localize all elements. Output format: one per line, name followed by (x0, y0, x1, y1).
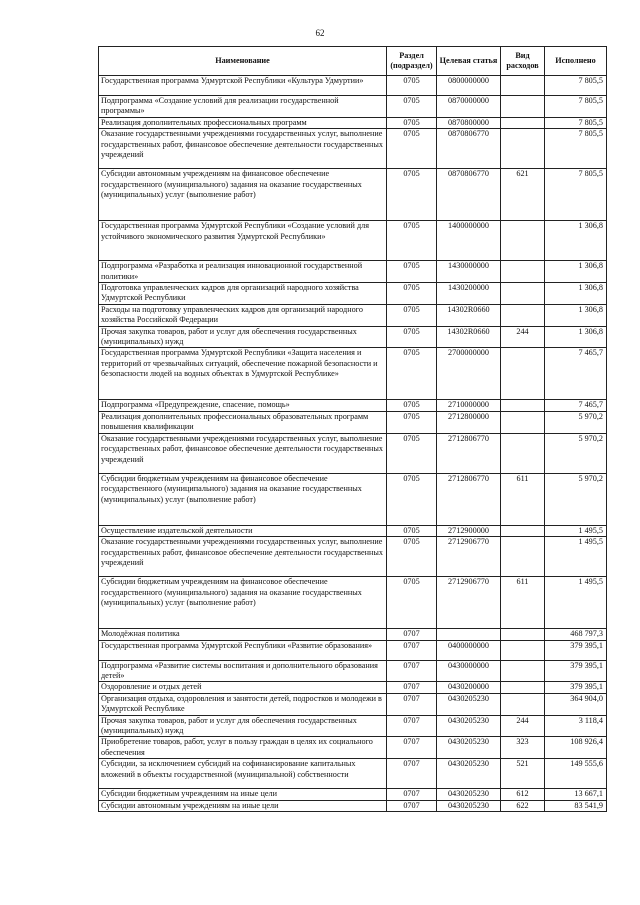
table-row (99, 693, 607, 715)
cell-name: Молодёжная политика (99, 629, 387, 640)
cell-kind: 244 (501, 715, 545, 737)
cell-target: 0430205230 (437, 737, 501, 759)
cell-target: 0430205230 (437, 715, 501, 737)
cell-done: 83 541,9 (545, 800, 607, 811)
cell-done: 379 395,1 (545, 682, 607, 693)
cell-name: Государственная программа Удмуртской Республики «Создание условий для устойчивого экономического развития Удмуртской Республики» (99, 221, 387, 261)
cell-name: Оздоровление и отдых детей (99, 682, 387, 693)
table-row (99, 682, 607, 693)
cell-name: Субсидии автономным учреждениям на финансовое обеспечение государственного (муниципального) задания на оказание государственных (муниципальных) услуг (выполнение работ) (99, 169, 387, 221)
cell-kind (501, 261, 545, 283)
cell-kind: 244 (501, 326, 545, 348)
cell-done: 7 465,7 (545, 400, 607, 411)
cell-target: 0430000000 (437, 660, 501, 682)
cell-section: 0705 (387, 283, 437, 305)
cell-kind: 611 (501, 577, 545, 629)
cell-kind (501, 348, 545, 400)
table-row (99, 261, 607, 283)
cell-target: 0870806770 (437, 129, 501, 169)
cell-done: 1 306,8 (545, 261, 607, 283)
cell-name: Государственная программа Удмуртской Республики «Развитие образования» (99, 640, 387, 660)
cell-target: 1430000000 (437, 261, 501, 283)
cell-section: 0705 (387, 117, 437, 128)
cell-target: 0430205230 (437, 693, 501, 715)
cell-done: 1 306,8 (545, 326, 607, 348)
cell-name: Субсидии, за исключением субсидий на софинансирование капитальных вложений в объекты государственной (муниципальной) собственности (99, 759, 387, 789)
cell-name: Оказание государственными учреждениями государственных услуг, выполнение государственных работ, финансовое обеспечение деятельности государственных учреждений (99, 537, 387, 577)
page-number: 62 (315, 28, 325, 38)
cell-kind (501, 640, 545, 660)
cell-done: 7 805,5 (545, 96, 607, 118)
cell-section: 0705 (387, 433, 437, 473)
cell-section: 0705 (387, 577, 437, 629)
table-row (99, 525, 607, 536)
cell-kind: 611 (501, 473, 545, 525)
cell-done: 5 970,2 (545, 473, 607, 525)
cell-section: 0705 (387, 96, 437, 118)
cell-target: 1400000000 (437, 221, 501, 261)
cell-name: Расходы на подготовку управленческих кадров для организаций народного хозяйства Российской Федерации (99, 304, 387, 326)
cell-done: 5 970,2 (545, 433, 607, 473)
cell-name: Реализация дополнительных профессиональных образовательных программ повышения квалификации (99, 411, 387, 433)
cell-name: Государственная программа Удмуртской Республики «Защита населения и территорий от чрезвычайных ситуаций, обеспечение пожарной безопасности и безопасности людей на водных объектах в Удмуртской Республике» (99, 348, 387, 400)
cell-kind (501, 682, 545, 693)
cell-kind (501, 629, 545, 640)
cell-kind (501, 76, 545, 96)
cell-done: 13 667,1 (545, 789, 607, 800)
cell-kind: 622 (501, 800, 545, 811)
cell-section: 0705 (387, 169, 437, 221)
table-row (99, 129, 607, 169)
cell-target: 2712806770 (437, 473, 501, 525)
cell-name: Подготовка управленческих кадров для организаций народного хозяйства Удмуртской Республики (99, 283, 387, 305)
table-row (99, 169, 607, 221)
cell-done: 7 465,7 (545, 348, 607, 400)
cell-section: 0705 (387, 348, 437, 400)
cell-target: 0430200000 (437, 682, 501, 693)
cell-done: 1 306,8 (545, 221, 607, 261)
cell-done: 364 904,0 (545, 693, 607, 715)
table-row (99, 660, 607, 682)
cell-target: 2712906770 (437, 537, 501, 577)
table-row (99, 789, 607, 800)
cell-target: 14302R0660 (437, 304, 501, 326)
cell-name: Подпрограмма «Развитие системы воспитания и дополнительного образования детей» (99, 660, 387, 682)
table-row (99, 537, 607, 577)
cell-section: 0705 (387, 129, 437, 169)
cell-done: 149 555,6 (545, 759, 607, 789)
cell-section: 0705 (387, 261, 437, 283)
table-row (99, 411, 607, 433)
table-row (99, 473, 607, 525)
table-row (99, 304, 607, 326)
table-row (99, 640, 607, 660)
cell-section: 0705 (387, 537, 437, 577)
cell-name: Подпрограмма «Создание условий для реализации государственной программы» (99, 96, 387, 118)
table-body (99, 76, 607, 812)
table-row (99, 433, 607, 473)
table-row (99, 283, 607, 305)
cell-done: 7 805,5 (545, 117, 607, 128)
cell-name: Субсидии бюджетным учреждениям на финансовое обеспечение государственного (муниципального) задания на оказание государственных (муниципальных) услуг (выполнение работ) (99, 577, 387, 629)
header-section: Раздел (подраздел) (387, 47, 437, 76)
cell-target: 0870000000 (437, 96, 501, 118)
cell-section: 0707 (387, 715, 437, 737)
header-target: Целевая статья (437, 47, 501, 76)
budget-table (98, 46, 607, 812)
cell-done: 7 805,5 (545, 129, 607, 169)
cell-kind: 323 (501, 737, 545, 759)
cell-name: Приобретение товаров, работ, услуг в пользу граждан в целях их социального обеспечения (99, 737, 387, 759)
cell-kind (501, 117, 545, 128)
cell-section: 0707 (387, 693, 437, 715)
table-row (99, 737, 607, 759)
table-row (99, 326, 607, 348)
cell-target: 2700000000 (437, 348, 501, 400)
cell-target: 1430200000 (437, 283, 501, 305)
cell-target: 0870800000 (437, 117, 501, 128)
cell-name: Осуществление издательской деятельности (99, 525, 387, 536)
cell-name: Субсидии бюджетным учреждениям на иные цели (99, 789, 387, 800)
cell-done: 7 805,5 (545, 76, 607, 96)
table-row (99, 715, 607, 737)
cell-target: 0430205230 (437, 759, 501, 789)
cell-section: 0705 (387, 326, 437, 348)
cell-kind (501, 660, 545, 682)
cell-done: 379 395,1 (545, 640, 607, 660)
cell-target: 0430205230 (437, 789, 501, 800)
cell-target: 0800000000 (437, 76, 501, 96)
cell-name: Подпрограмма «Предупреждение, спасение, помощь» (99, 400, 387, 411)
table-row (99, 117, 607, 128)
cell-done: 7 805,5 (545, 169, 607, 221)
cell-kind (501, 400, 545, 411)
table-row (99, 76, 607, 96)
cell-section: 0705 (387, 411, 437, 433)
cell-target: 2712800000 (437, 411, 501, 433)
cell-kind (501, 221, 545, 261)
cell-done: 1 495,5 (545, 537, 607, 577)
table-row (99, 221, 607, 261)
cell-kind (501, 129, 545, 169)
cell-target: 2712906770 (437, 577, 501, 629)
table-row (99, 759, 607, 789)
cell-name: Оказание государственными учреждениями государственных услуг, выполнение государственных работ, финансовое обеспечение деятельности государственных учреждений (99, 129, 387, 169)
cell-section: 0707 (387, 800, 437, 811)
cell-section: 0707 (387, 682, 437, 693)
header-name: Наименование (99, 47, 387, 76)
cell-kind (501, 96, 545, 118)
table-row (99, 96, 607, 118)
cell-name: Субсидии автономным учреждениям на иные цели (99, 800, 387, 811)
table-header-row (99, 47, 607, 76)
cell-section: 0707 (387, 789, 437, 800)
cell-section: 0705 (387, 400, 437, 411)
cell-kind: 612 (501, 789, 545, 800)
cell-target: 14302R0660 (437, 326, 501, 348)
cell-target: 2712900000 (437, 525, 501, 536)
table-row (99, 348, 607, 400)
cell-section: 0707 (387, 759, 437, 789)
cell-name: Реализация дополнительных профессиональных программ (99, 117, 387, 128)
cell-target: 0400000000 (437, 640, 501, 660)
table-row (99, 800, 607, 811)
cell-kind: 621 (501, 169, 545, 221)
cell-section: 0707 (387, 737, 437, 759)
cell-kind (501, 537, 545, 577)
cell-section: 0707 (387, 640, 437, 660)
cell-name: Оказание государственными учреждениями государственных услуг, выполнение государственных работ, финансовое обеспечение деятельности государственных учреждений (99, 433, 387, 473)
cell-done: 108 926,4 (545, 737, 607, 759)
cell-target: 2712806770 (437, 433, 501, 473)
cell-kind (501, 304, 545, 326)
cell-section: 0707 (387, 629, 437, 640)
cell-done: 379 395,1 (545, 660, 607, 682)
cell-kind (501, 411, 545, 433)
cell-name: Подпрограмма «Разработка и реализация инновационной государственной политики» (99, 261, 387, 283)
cell-section: 0705 (387, 76, 437, 96)
cell-kind (501, 433, 545, 473)
cell-done: 1 495,5 (545, 577, 607, 629)
cell-section: 0705 (387, 473, 437, 525)
cell-target: 0430205230 (437, 800, 501, 811)
table-row (99, 400, 607, 411)
cell-done: 468 797,3 (545, 629, 607, 640)
cell-name: Прочая закупка товаров, работ и услуг для обеспечения государственных (муниципальных) нужд (99, 326, 387, 348)
table-row (99, 577, 607, 629)
cell-section: 0707 (387, 660, 437, 682)
cell-name: Организация отдыха, оздоровления и занятости детей, подростков и молодежи в Удмуртской Республике (99, 693, 387, 715)
cell-kind (501, 693, 545, 715)
cell-done: 1 495,5 (545, 525, 607, 536)
cell-section: 0705 (387, 221, 437, 261)
cell-kind (501, 283, 545, 305)
cell-done: 3 118,4 (545, 715, 607, 737)
cell-target: 2710000000 (437, 400, 501, 411)
cell-done: 1 306,8 (545, 304, 607, 326)
cell-kind (501, 525, 545, 536)
cell-name: Государственная программа Удмуртской Республики «Культура Удмуртии» (99, 76, 387, 96)
cell-section: 0705 (387, 304, 437, 326)
cell-name: Субсидии бюджетным учреждениям на финансовое обеспечение государственного (муниципального) задания на оказание государственных (муниципальных) услуг (выполнение работ) (99, 473, 387, 525)
cell-target (437, 629, 501, 640)
cell-done: 5 970,2 (545, 411, 607, 433)
cell-kind: 521 (501, 759, 545, 789)
cell-name: Прочая закупка товаров, работ и услуг для обеспечения государственных (муниципальных) нужд (99, 715, 387, 737)
header-kind: Вид расходов (501, 47, 545, 76)
header-done: Исполнено (545, 47, 607, 76)
cell-done: 1 306,8 (545, 283, 607, 305)
cell-section: 0705 (387, 525, 437, 536)
cell-target: 0870806770 (437, 169, 501, 221)
table-row (99, 629, 607, 640)
